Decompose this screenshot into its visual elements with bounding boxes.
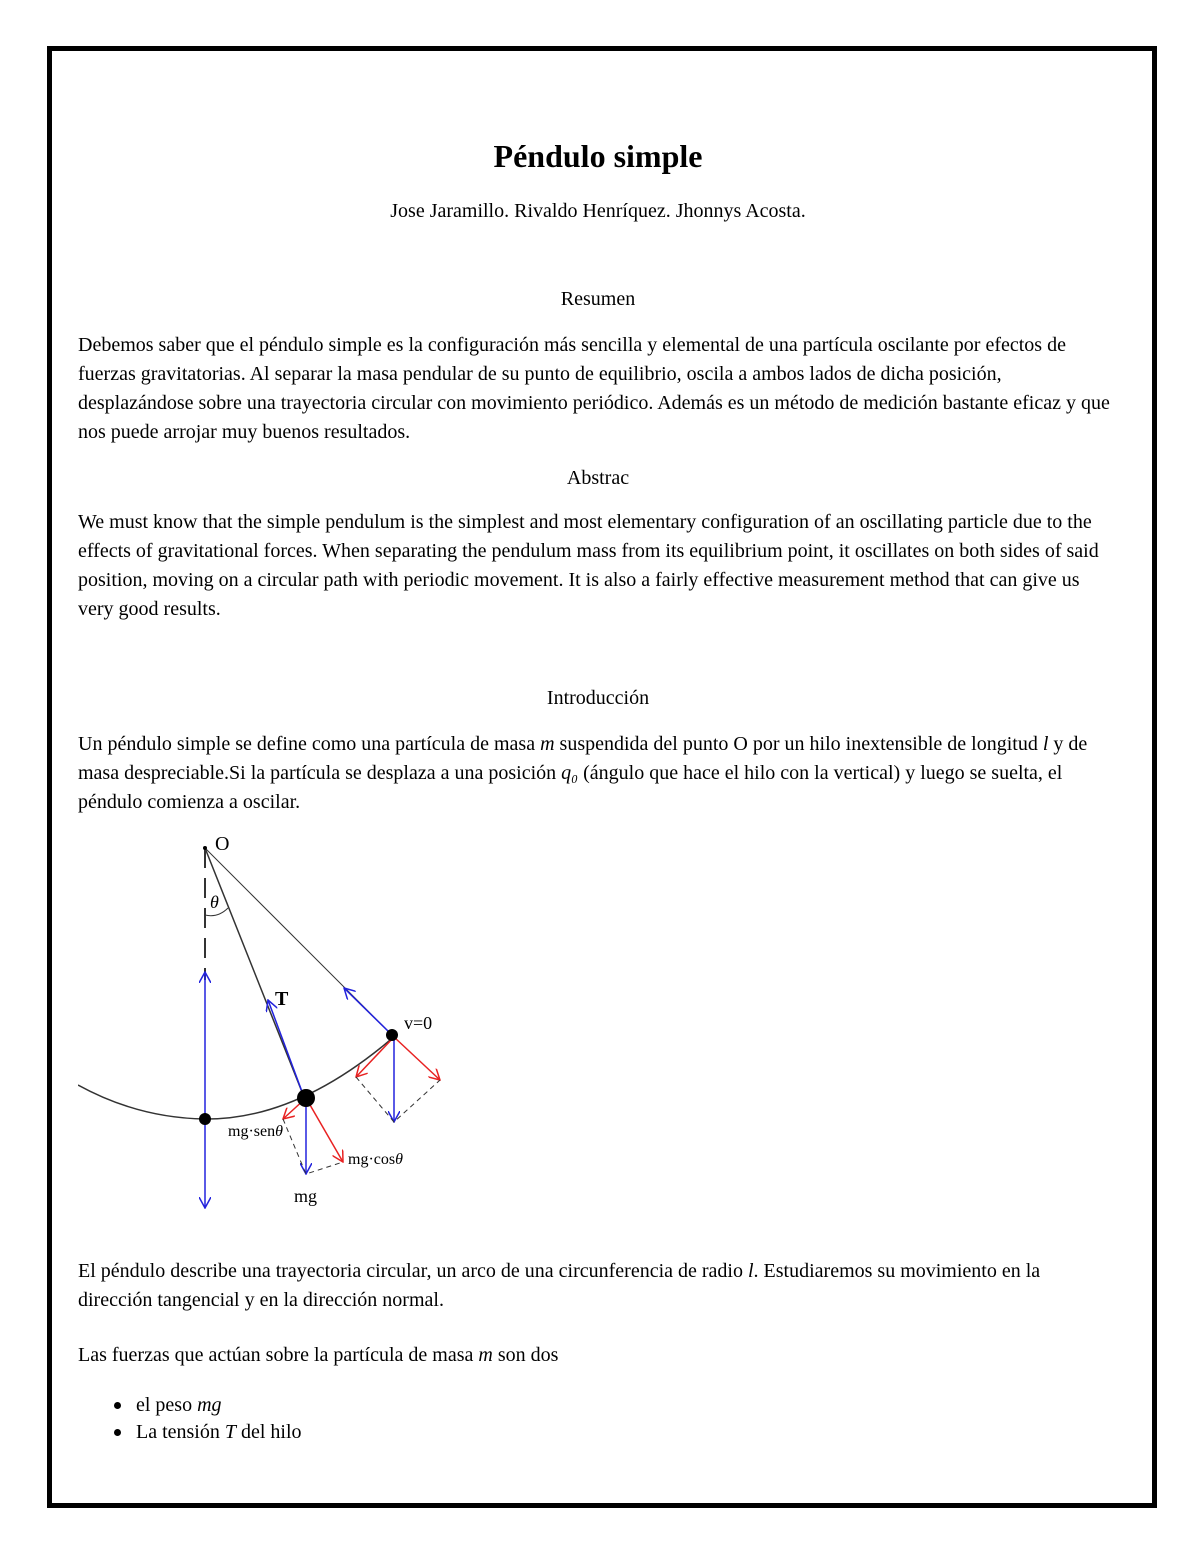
forces-list bbox=[78, 1392, 302, 1446]
weight-label: mg bbox=[294, 1186, 318, 1206]
mgcos-arrow bbox=[306, 1098, 343, 1162]
point-o-label: O bbox=[215, 833, 230, 855]
pivot-point bbox=[203, 846, 207, 850]
mgsen-label: mg·senθ bbox=[228, 1123, 283, 1140]
tangential-arrow-max bbox=[356, 1037, 394, 1077]
list-item-weight: el peso mg bbox=[78, 1392, 302, 1419]
mgcos-label: mg·cosθ bbox=[348, 1151, 403, 1168]
resumen-heading: Resumen bbox=[560, 288, 636, 310]
tension-arrow-max bbox=[344, 988, 392, 1035]
tension-label: T bbox=[275, 988, 289, 1010]
intro-heading: Introducción bbox=[546, 687, 650, 709]
intro-paragraph-2: El péndulo describe una trayectoria circular, un arco de una circunferencia de radio l. Estudiaremos su movimiento en la dirección tangencial y en la dirección normal. bbox=[78, 1260, 1041, 1311]
abstract-heading: Abstrac bbox=[566, 467, 630, 489]
string-equilibrium bbox=[205, 848, 304, 1097]
normal-arrow-max bbox=[394, 1037, 440, 1080]
list-item-tension: La tensión T del hilo bbox=[78, 1419, 302, 1446]
intro-paragraph-1: Un péndulo simple se define como una partícula de masa m suspendida del punto O por un hilo inextensible de longitud l y de masa despreciable.Si la partícula se desplaza a una posición q₀ (ángulo que hace el hilo con la vertical) y luego se suelta, el péndulo comienza a oscilar. bbox=[78, 733, 1088, 813]
pendulum-diagram bbox=[78, 830, 458, 1220]
trajectory-arc bbox=[78, 1035, 396, 1119]
mass-intermediate bbox=[297, 1089, 315, 1107]
mass-max bbox=[386, 1029, 398, 1041]
projection-max bbox=[356, 1077, 440, 1122]
intro-paragraph-3: Las fuerzas que actúan sobre la partícula de masa m son dos bbox=[78, 1344, 559, 1366]
abstract-text: We must know that the simple pendulum is the simplest and most elementary configuration of an oscillating particle due to the effects of gravitational forces. When separating the pendulum mass from its equilibrium point, it oscillates on both sides of said position, moving on a circular path with periodic movement. It is also a fairly effective measurement method that can give us very good results. bbox=[78, 511, 1099, 620]
authors: Jose Jaramillo. Rivaldo Henríquez. Jhonnys Acosta. bbox=[390, 200, 806, 222]
tension-arrow bbox=[268, 1000, 304, 1097]
mass-equilibrium bbox=[199, 1113, 211, 1125]
theta-label: θ bbox=[210, 892, 219, 912]
v0-label: v=0 bbox=[404, 1013, 433, 1033]
page-title: Péndulo simple bbox=[493, 138, 703, 174]
resumen-text: Debemos saber que el péndulo simple es la configuración más sencilla y elemental de una partícula oscilante por efectos de fuerzas gravitatorias. Al separar la masa pendular de su punto de equilibrio, oscila a ambos lados de dicha posición, desplazándose sobre una trayectoria circular con movimiento periódico. Además es un método de medición bastante eficaz y que nos puede arrojar muy buenos resultados. bbox=[78, 334, 1110, 443]
